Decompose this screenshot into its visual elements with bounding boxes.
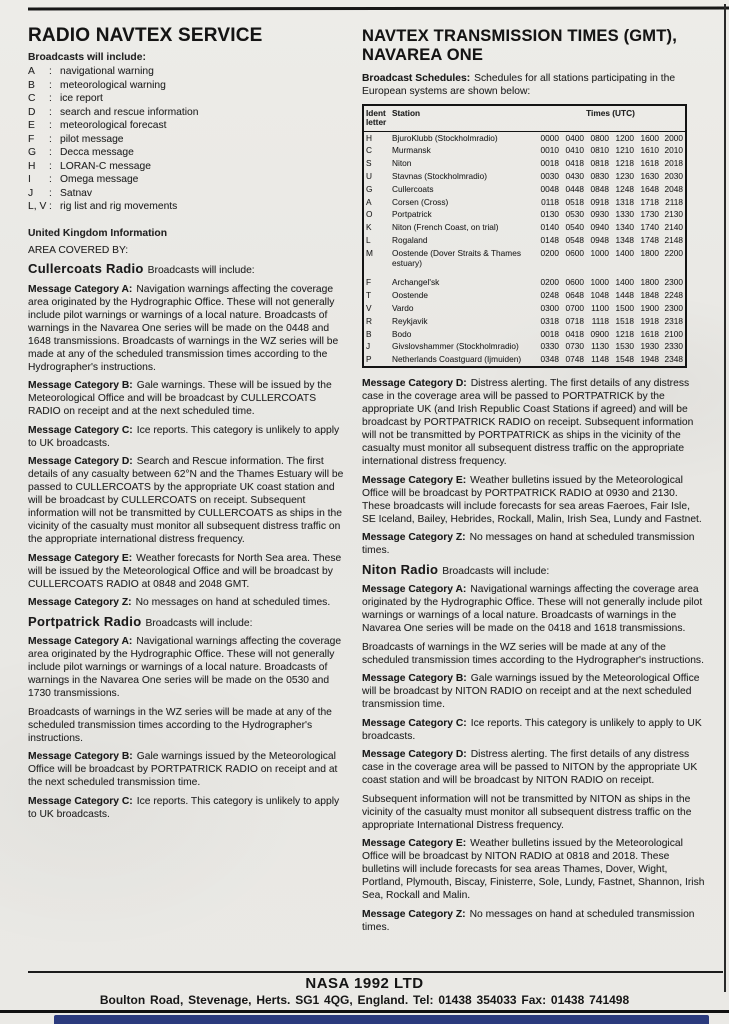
- category-code: A: [28, 66, 35, 77]
- category-item: [28, 92, 347, 106]
- time-cell: 0140: [540, 222, 559, 233]
- station-cell: Oostende: [392, 290, 428, 301]
- time-cell: 1218: [615, 158, 634, 169]
- time-cell: 0548: [565, 234, 584, 245]
- time-cell: 0130: [540, 209, 559, 220]
- category-code: L, V: [28, 201, 47, 212]
- time-cell: 1318: [615, 196, 634, 207]
- footer: [0, 971, 729, 1013]
- content-block: [362, 672, 705, 711]
- category-item: [28, 106, 347, 120]
- category-colon: :: [49, 93, 52, 104]
- time-cell: 1400: [615, 277, 634, 288]
- table-header-times: Times (UTC): [536, 105, 686, 132]
- block-label: Message Category D:: [28, 456, 133, 467]
- time-cell: 0600: [565, 247, 584, 258]
- block-text: Ice reports. This category is unlikely to apply to UK broadcasts.: [362, 717, 702, 742]
- time-cell: 2300: [664, 277, 683, 288]
- category-item: [28, 173, 347, 187]
- station-cell: Netherlands Coastguard (Ijmuiden): [392, 354, 522, 365]
- block-text: Broadcasts of warnings in the WZ series will be made at any of the scheduled transmission times according to the Hydrographer's instructions.: [362, 641, 704, 666]
- time-cell: 1130: [591, 341, 609, 352]
- content-block: [28, 596, 347, 609]
- schedules-text: Schedules for all stations participating in the European systems are shown below:: [362, 73, 676, 97]
- category-list: [28, 65, 347, 214]
- station-cell: Niton: [392, 158, 412, 169]
- time-cell: 1518: [615, 315, 634, 326]
- time-cell: 1000: [590, 247, 609, 258]
- time-cell: 1800: [640, 277, 659, 288]
- block-text: No messages on hand at scheduled transmission times.: [362, 532, 695, 557]
- block-label: Message Category C:: [28, 424, 133, 436]
- time-cell: 0000: [540, 132, 559, 143]
- time-cell: 2130: [664, 209, 683, 220]
- time-cell: 1630: [640, 170, 659, 181]
- schedule-row: [363, 247, 686, 270]
- schedule-row: [363, 209, 686, 222]
- schedule-row: [363, 315, 686, 328]
- block-label: Message Category A:: [362, 584, 467, 596]
- schedule-row: [363, 145, 686, 158]
- left-column: [28, 25, 347, 939]
- category-item: [28, 133, 347, 147]
- block-text: Broadcasts will include:: [145, 617, 253, 629]
- block-text: Ice reports. This category is unlikely to apply to UK broadcasts.: [28, 424, 340, 449]
- time-cell: 1900: [640, 302, 659, 313]
- category-code: F: [28, 133, 35, 145]
- schedules-label: Broadcast Schedules:: [362, 73, 471, 84]
- right-blocks: [362, 377, 705, 934]
- time-cell: 0418: [565, 328, 584, 339]
- time-cell: 0248: [540, 290, 559, 301]
- ident-cell: R: [366, 315, 372, 326]
- time-cell: 2330: [664, 341, 683, 352]
- content-block: [362, 837, 705, 902]
- category-colon: :: [49, 133, 52, 145]
- category-colon: :: [49, 120, 52, 131]
- time-cell: 0830: [590, 170, 609, 181]
- station-cell: Vardo: [392, 302, 414, 313]
- station-cell: Niton (French Coast, on trial): [392, 222, 499, 233]
- block-label: Message Category B:: [28, 380, 133, 391]
- time-cell: 1000: [590, 277, 609, 288]
- footer-address: Boulton Road, Stevenage, Herts. SG1 4QG, England. Tel: 01438 354033 Fax: 01438 741498: [99, 993, 630, 1007]
- block-text: No messages on hand at scheduled times.: [135, 597, 331, 608]
- ident-cell: L: [366, 234, 371, 245]
- block-text: Broadcasts will include:: [147, 265, 255, 276]
- schedule-row: [363, 196, 686, 209]
- time-cell: 1918: [640, 315, 659, 326]
- table-group-gap: [363, 270, 686, 277]
- time-cell: 0948: [590, 234, 609, 245]
- content-block: [362, 531, 705, 557]
- right-title-line1: NAVTEX TRANSMISSION TIMES (GMT),: [362, 27, 678, 45]
- category-code: E: [28, 120, 35, 131]
- category-code: H: [28, 160, 36, 172]
- content-block: [362, 377, 705, 468]
- category-colon: :: [49, 160, 52, 172]
- schedule-row: [363, 302, 686, 315]
- time-cell: 1800: [640, 247, 659, 258]
- ident-cell: H: [366, 132, 372, 143]
- time-cell: 0018: [540, 328, 559, 339]
- time-cell: 0730: [565, 341, 584, 352]
- footer-rule-bottom: [0, 1010, 729, 1013]
- content-block: [362, 563, 705, 578]
- time-cell: 0940: [590, 222, 609, 233]
- block-text: Weather bulletins issued by the Meteorological Office will be broadcast by NITON RADIO at 0818 and 2018. These bulletins will include forecasts for sea areas Thames, Dover, Wight, Portland, Plymouth, Biscay, Finisterre, Sole, Lundy, Fastnet, Shannon, Irish Sea, Rockall and Malin.: [362, 838, 705, 902]
- time-cell: 2018: [664, 158, 683, 169]
- category-desc: rig list and rig movements: [60, 201, 178, 212]
- block-label: Message Category E:: [362, 474, 467, 486]
- schedule-row: [363, 277, 686, 290]
- category-item: [28, 160, 347, 174]
- time-cell: 1848: [640, 290, 659, 301]
- time-cell: 0200: [540, 247, 559, 258]
- time-cell: 0048: [540, 183, 559, 194]
- ident-cell: S: [366, 158, 372, 169]
- category-item: [28, 65, 347, 79]
- schedule-row: [363, 170, 686, 183]
- station-cell: Oostende (Dover Straits & Thames estuary): [392, 247, 521, 268]
- block-text: Subsequent information will not be transmitted by NITON as ships in the vicinity of the casualty must monitor all subsequent distress traffic on the appropriate International Distress frequency.: [362, 793, 692, 831]
- ident-cell: U: [366, 170, 372, 181]
- content-block: [28, 795, 347, 821]
- block-text: Weather bulletins issued by the Meteorological Office will be broadcast by PORTPATRICK RADIO at 0930 and 2130. These broadcasts will include forecasts for sea areas Faeroes, Fair Isle, SE Iceland, Bailey, Hebrides, Rockall, Malin, Irish Sea, Lundy and Fastnet.: [362, 474, 702, 525]
- content-block: [28, 635, 347, 700]
- block-text: Broadcasts of warnings in the WZ series will be made at any of the scheduled transmission times according to the Hydrographer's instructions.: [28, 706, 332, 744]
- category-colon: :: [49, 106, 52, 118]
- block-label: Message Category B:: [28, 751, 133, 762]
- ident-cell: K: [366, 222, 372, 233]
- time-cell: 1330: [615, 209, 634, 220]
- ident-cell: A: [366, 196, 372, 207]
- time-cell: 2200: [664, 247, 683, 258]
- station-cell: Bodo: [392, 328, 412, 339]
- time-cell: 0800: [590, 132, 609, 143]
- time-cell: 1648: [640, 183, 659, 194]
- time-cell: 1210: [615, 145, 634, 156]
- category-code: D: [28, 106, 36, 118]
- station-cell: Givslovshammer (Stockholmradio): [392, 341, 519, 352]
- time-cell: 1548: [615, 354, 634, 365]
- station-cell: Murmansk: [392, 145, 431, 156]
- block-text: Navigational warnings affecting the coverage area originated by the Hydrographic Office. These will not generally include pilot warnings or warnings of a local nature. Broadcasts of warnings in the Navarea One series will be made on the 0530 and 1730 transmissions.: [28, 636, 342, 699]
- ident-cell: B: [366, 328, 372, 339]
- schedule-table: [362, 104, 687, 369]
- category-code: G: [28, 147, 37, 158]
- block-label: Message Category E:: [28, 552, 133, 564]
- broadcasts-include-heading: Broadcasts will include:: [28, 52, 146, 63]
- time-cell: 1248: [615, 183, 634, 194]
- time-cell: 0648: [565, 290, 584, 301]
- content-block: [28, 455, 347, 546]
- category-desc: Decca message: [60, 147, 134, 158]
- block-label: Message Category Z:: [362, 532, 466, 544]
- category-desc: search and rescue information: [60, 106, 199, 118]
- time-cell: 2348: [664, 354, 683, 365]
- time-cell: 0118: [541, 196, 559, 207]
- schedule-row: [363, 158, 686, 171]
- content-block: [28, 706, 347, 745]
- time-cell: 0010: [540, 145, 559, 156]
- time-cell: 1048: [590, 290, 609, 301]
- ident-cell: F: [366, 277, 372, 288]
- category-code: B: [28, 79, 35, 91]
- content-block: [28, 379, 347, 418]
- time-cell: 1530: [615, 341, 634, 352]
- content-block: [28, 262, 347, 277]
- station-cell: BjuroKlubb (Stockholmradio): [392, 132, 498, 143]
- ident-cell: C: [366, 145, 372, 156]
- content-block: [28, 552, 347, 591]
- time-cell: 0410: [565, 145, 584, 156]
- block-text: Gale warnings. These will be issued by the Meteorological Office and will be broadcast by CULLERCOATS RADIO on receipt and at the next scheduled time.: [28, 380, 332, 417]
- category-desc: pilot message: [60, 133, 124, 145]
- time-cell: 0018: [540, 158, 559, 169]
- time-cell: 0200: [540, 277, 559, 288]
- schedules-intro: [362, 72, 705, 98]
- category-item: [28, 79, 347, 93]
- category-code: J: [28, 187, 34, 199]
- station-cell: Stavnas (Stockholmradio): [392, 170, 487, 181]
- time-cell: 1348: [615, 234, 634, 245]
- block-text: Weather forecasts for North Sea area. These will be issued by the Meteorological Office and will be broadcast by CULLERCOATS RADIO at 0848 and 2048 GMT.: [28, 552, 342, 590]
- right-title: [362, 27, 705, 65]
- category-colon: :: [49, 201, 52, 212]
- category-item: [28, 146, 347, 160]
- time-cell: 1230: [615, 170, 634, 181]
- time-cell: 0540: [565, 222, 584, 233]
- content-block: [28, 283, 347, 374]
- time-cell: 0330: [540, 341, 559, 352]
- time-cell: 0918: [590, 196, 609, 207]
- time-cell: 0810: [590, 145, 609, 156]
- block-text: Ice reports. This category is unlikely to apply to UK broadcasts.: [28, 795, 340, 820]
- block-text: Navigation warnings affecting the coverage area originated by the Hydrographic Office. These will not generally include pilot warnings or warnings of a local nature. Broadcasts of warnings in the Navarea One series will be made on the 0448 and 1648 transmissions. Broadcasts of warnings in the WZ series will be made at any of the scheduled transmission times according to the Hydrographer's instructions.: [28, 283, 339, 373]
- time-cell: 0300: [540, 302, 559, 313]
- time-cell: 1600: [640, 132, 659, 143]
- time-cell: 2000: [664, 132, 683, 143]
- time-cell: 1948: [640, 354, 659, 365]
- table-header-ident: Ident letter: [363, 105, 390, 132]
- time-cell: 0400: [565, 132, 584, 143]
- category-code: I: [28, 174, 31, 185]
- schedule-row: [363, 328, 686, 341]
- content-block: [362, 641, 705, 667]
- content-block: [362, 908, 705, 934]
- station-cell: Cullercoats: [392, 183, 434, 194]
- table-header-row: [363, 105, 686, 132]
- right-title-line2: NAVAREA ONE: [362, 46, 484, 64]
- time-cell: 0030: [540, 170, 559, 181]
- category-desc: meteorological warning: [60, 79, 166, 91]
- block-label: Cullercoats Radio: [28, 261, 144, 276]
- block-label: Message Category B:: [362, 673, 467, 685]
- category-colon: :: [49, 66, 52, 77]
- time-cell: 1218: [615, 328, 634, 339]
- ident-cell: T: [366, 290, 372, 301]
- block-label: Message Category A:: [28, 636, 133, 647]
- scan-bottom-bar: [54, 1015, 709, 1024]
- ident-cell: P: [366, 354, 372, 365]
- content-block: [362, 583, 705, 635]
- time-cell: 1730: [640, 209, 659, 220]
- time-cell: 1930: [640, 341, 659, 352]
- time-cell: 0430: [565, 170, 584, 181]
- time-cell: 2148: [664, 234, 683, 245]
- schedule-table-wrap: [362, 104, 705, 369]
- time-cell: 2140: [664, 222, 683, 233]
- block-text: No messages on hand at scheduled transmission times.: [362, 908, 695, 933]
- time-cell: 1200: [615, 132, 634, 143]
- page-body: [28, 25, 705, 939]
- time-cell: 1100: [591, 302, 609, 313]
- time-cell: 0848: [590, 183, 609, 194]
- time-cell: 1448: [615, 290, 634, 301]
- time-cell: 1118: [591, 315, 609, 326]
- content-block: [362, 474, 705, 526]
- time-cell: 1610: [640, 145, 659, 156]
- block-label: Message Category A:: [28, 283, 133, 295]
- right-column: [362, 25, 705, 939]
- content-block: [362, 748, 705, 787]
- time-cell: 2118: [665, 196, 683, 207]
- time-cell: 0900: [590, 328, 609, 339]
- category-desc: ice report: [60, 93, 103, 104]
- block-text: Gale warnings issued by the Meteorological Office will be broadcast by NITON RADIO on receipt and at the next scheduled transmission time.: [362, 673, 700, 711]
- schedule-row: [363, 234, 686, 247]
- block-label: Message Category D:: [362, 378, 467, 390]
- block-text: Distress alerting. The first details of any distress case in the coverage area will be passed to PORTPATRICK by the appropriate UK (and Irish Republic Coast Stations if agreed) and will be broadcast by PORTPATRICK RADIO on receipt. Subsequent information will not be transmitted by PORTPATRICK as ships in the vicinity of the casualty must monitor all subsequent distress traffic on the appropriate international distress frequency.: [362, 378, 694, 468]
- time-cell: 0530: [565, 209, 584, 220]
- block-label: Message Category Z:: [28, 597, 132, 608]
- ident-cell: M: [366, 247, 373, 258]
- time-cell: 2100: [664, 328, 683, 339]
- block-text: Gale warnings issued by the Meteorological Office will be broadcast by PORTPATRICK RADIO on receipt and at the next scheduled transmission time.: [28, 751, 338, 788]
- time-cell: 2010: [664, 145, 683, 156]
- time-cell: 0930: [590, 209, 609, 220]
- block-text: Search and Rescue information. The first details of any casualty between 62°N and the Thames Estuary will be passed to CULLERCOATS by the appropriate UK coast station and will be broadcast by CULLERCOATS on receipt. Subsequent information will not be transmitted by CULLERCOATS as ships in the vicinity of the casualty must monitor all subsequent distress traffic on the appropriate international distress frequency.: [28, 456, 344, 545]
- time-cell: 1618: [640, 328, 659, 339]
- time-cell: 0700: [565, 302, 584, 313]
- time-cell: 2248: [664, 290, 683, 301]
- time-cell: 1148: [591, 354, 609, 365]
- content-block: [28, 424, 347, 450]
- time-cell: 0318: [540, 315, 559, 326]
- time-cell: 1618: [640, 158, 659, 169]
- station-cell: Portpatrick: [392, 209, 432, 220]
- category-item: [28, 119, 347, 133]
- schedule-row: [363, 290, 686, 303]
- area-covered-label: AREA COVERED BY:: [28, 244, 129, 256]
- time-cell: 2318: [664, 315, 683, 326]
- category-item: [28, 187, 347, 201]
- category-colon: :: [49, 79, 52, 91]
- content-block: [362, 793, 705, 832]
- category-colon: :: [49, 147, 52, 158]
- time-cell: 0718: [565, 315, 584, 326]
- schedule-row: [363, 354, 686, 368]
- time-cell: 0600: [565, 277, 584, 288]
- category-desc: Omega message: [60, 174, 139, 185]
- station-cell: Rogaland: [392, 234, 428, 245]
- time-cell: 0818: [590, 158, 609, 169]
- block-label: Message Category E:: [362, 838, 467, 850]
- time-cell: 1740: [640, 222, 659, 233]
- time-cell: 0148: [540, 234, 559, 245]
- category-colon: :: [49, 174, 52, 185]
- left-blocks: [28, 262, 347, 821]
- scan-top-edge: [28, 7, 729, 11]
- time-cell: 2300: [664, 302, 683, 313]
- ident-cell: G: [366, 183, 373, 194]
- time-cell: 2048: [664, 183, 683, 194]
- block-label: Message Category D:: [362, 749, 467, 761]
- left-title: RADIO NAVTEX SERVICE: [28, 25, 263, 46]
- category-item: [28, 200, 347, 214]
- block-label: Message Category C:: [362, 717, 467, 729]
- footer-rule-top: [28, 971, 723, 973]
- schedule-row: [363, 183, 686, 196]
- category-desc: meteorological forecast: [60, 120, 167, 131]
- content-block: [362, 717, 705, 743]
- schedule-row: [363, 222, 686, 235]
- time-cell: 0348: [540, 354, 559, 365]
- station-cell: Corsen (Cross): [392, 196, 449, 207]
- station-cell: Reykjavik: [392, 315, 428, 326]
- footer-company: NASA 1992 LTD: [305, 975, 424, 992]
- content-block: [28, 615, 347, 630]
- block-label: Portpatrick Radio: [28, 613, 142, 629]
- time-cell: 0418: [565, 158, 584, 169]
- category-desc: navigational warning: [60, 66, 154, 77]
- category-desc: LORAN-C message: [60, 160, 151, 172]
- time-cell: 0518: [565, 196, 584, 207]
- block-text: Distress alerting. The first details of any distress case in the coverage area will be passed to NITON by the appropriate UK coast station and will be broadcast by NITON RADIO on receipt.: [362, 749, 698, 787]
- schedule-row: [363, 341, 686, 354]
- station-cell: Archangel'sk: [392, 277, 440, 288]
- block-text: Broadcasts will include:: [442, 565, 550, 577]
- ident-cell: O: [366, 209, 373, 220]
- category-desc: Satnav: [60, 187, 93, 199]
- category-colon: :: [49, 187, 52, 199]
- schedule-row: [363, 132, 686, 145]
- block-label: Message Category Z:: [362, 908, 466, 920]
- table-header-station: Station: [390, 105, 536, 132]
- time-cell: 1400: [615, 247, 634, 258]
- block-label: Niton Radio: [362, 561, 439, 577]
- time-cell: 1748: [640, 234, 659, 245]
- uk-info-heading: United Kingdom Information: [28, 227, 167, 239]
- block-label: Message Category C:: [28, 795, 133, 807]
- ident-cell: V: [366, 302, 372, 313]
- time-cell: 2030: [664, 170, 683, 181]
- time-cell: 1340: [615, 222, 634, 233]
- time-cell: 0748: [565, 354, 584, 365]
- time-cell: 1500: [615, 302, 634, 313]
- time-cell: 0448: [565, 183, 584, 194]
- block-text: Navigational warnings affecting the coverage area originated by the Hydrographic Office. These will not generally include pilot warnings or warnings of a local nature. Broadcasts of warnings in the Navarea One series will be made on the 0418 and 1618 transmissions.: [362, 584, 703, 635]
- category-code: C: [28, 93, 36, 104]
- time-cell: 1718: [640, 196, 659, 207]
- content-block: [28, 750, 347, 789]
- ident-cell: J: [366, 341, 371, 352]
- scan-right-edge: [724, 4, 726, 992]
